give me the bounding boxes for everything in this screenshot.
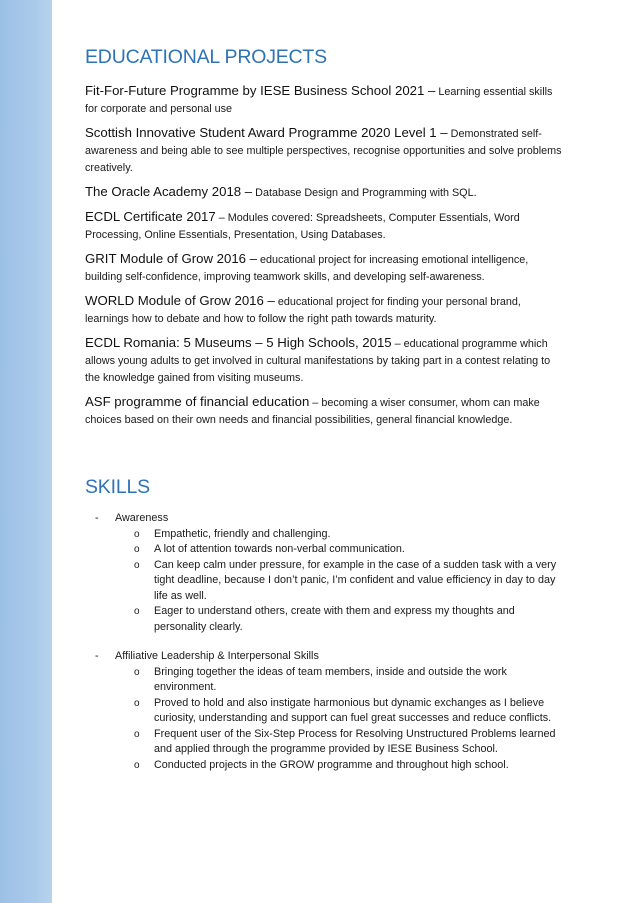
skill-item [85,758,565,774]
circle-bullet-icon: o [134,528,140,540]
project-entry [85,335,565,386]
skill-item-text: Proved to hold and also instigate harmonious but dynamic exchanges as I believe curiosity, understanding and support can fuel great successes and reduce conflicts. [154,696,552,724]
project-title: Scottish Innovative Student Award Programme 2020 Level 1 – [85,125,448,140]
skill-items [85,527,565,636]
project-description: Database Design and Programming with SQL. [252,187,477,199]
project-description: – becoming a wiser consumer, whom can make choices based on their own needs and financial possibilities, general financial knowledge. [85,397,540,426]
project-title: ECDL Romania: 5 Museums – 5 High Schools, 2015 [85,335,392,350]
project-entry [85,125,565,176]
skill-item-text: Can keep calm under pressure, for example in the case of a sudden task with a very tight deadline, because I don’t panic, I’m confident and value efficiency in day to day life as well. [154,558,557,602]
circle-bullet-icon: o [134,544,140,555]
skill-heading-text: Awareness [115,512,169,524]
project-description: Demonstrated self-awareness and being able to see multiple perspectives, recognise opportunities and solve problems creatively. [85,128,562,174]
project-entry [85,209,565,243]
project-description: Learning essential skills for corporate and personal use [85,86,553,115]
skill-heading-text: Affiliative Leadership & Interpersonal Skills [115,650,319,662]
skill-item-text: A lot of attention towards non-verbal communication. [154,543,405,555]
project-title: GRIT Module of Grow 2016 – [85,251,258,266]
project-entry [85,394,565,428]
project-entry [85,251,565,285]
project-title: ASF programme of financial education [85,394,310,409]
skill-item-text: Bringing together the ideas of team members, inside and outside the work environment. [154,665,507,693]
circle-bullet-icon: o [134,666,140,678]
skill-item [85,527,565,543]
project-entry [85,184,565,201]
skill-item-text: Conducted projects in the GROW programme and throughout high school. [154,758,509,771]
circle-bullet-icon: o [134,697,140,709]
project-title: WORLD Module of Grow 2016 – [85,293,275,308]
skill-group-heading [85,649,565,665]
skill-item [85,665,565,696]
circle-bullet-icon: o [134,759,140,771]
skill-item [85,558,565,605]
skill-item [85,604,565,635]
skills-heading: SKILLS [85,476,150,498]
skill-item [85,696,565,727]
skill-item-text: Empathetic, friendly and challenging. [154,527,331,540]
dash-bullet-icon: - [95,512,99,524]
skill-item [85,727,565,758]
skill-group-awareness [85,511,565,635]
project-entry [85,83,565,117]
project-title: Fit-For-Future Programme by IESE Business School 2021 – [85,83,436,98]
dash-bullet-icon: - [95,650,99,662]
projects-list [85,83,565,428]
document-body [85,46,565,787]
circle-bullet-icon: o [134,728,140,740]
skill-item-text: Frequent user of the Six-Step Process for Resolving Unstructured Problems learned and applied through the programme provided by IESE Business School. [154,727,556,755]
circle-bullet-icon: o [134,559,140,571]
skill-items [85,665,565,774]
skill-group-leadership [85,649,565,773]
circle-bullet-icon: o [134,606,140,617]
project-description: – Modules covered: Spreadsheets, Computer Essentials, Word Processing, Online Essentials, Presentation, Using Databases. [85,212,520,241]
project-description: educational project for finding your personal brand, learnings how to debate and how to follow the right path towards maturity. [85,296,521,325]
project-description: – educational programme which allows young adults to get involved in cultural manifestations by taking part in a contest relating to the knowledge gained from visiting museums. [85,338,551,384]
decorative-side-bar [0,0,52,903]
project-entry [85,293,565,327]
skill-item-text: Eager to understand others, create with them and express my thoughts and personality clearly. [154,605,515,633]
skill-group-heading [85,511,565,527]
project-description: educational project for increasing emotional intelligence, building self-confidence, improving teamwork skills, and developing self-awareness. [85,254,529,283]
project-title: The Oracle Academy 2018 – [85,184,253,199]
skill-item [85,542,565,558]
project-title: ECDL Certificate 2017 [85,209,216,224]
educational-projects-heading: EDUCATIONAL PROJECTS [85,46,327,68]
